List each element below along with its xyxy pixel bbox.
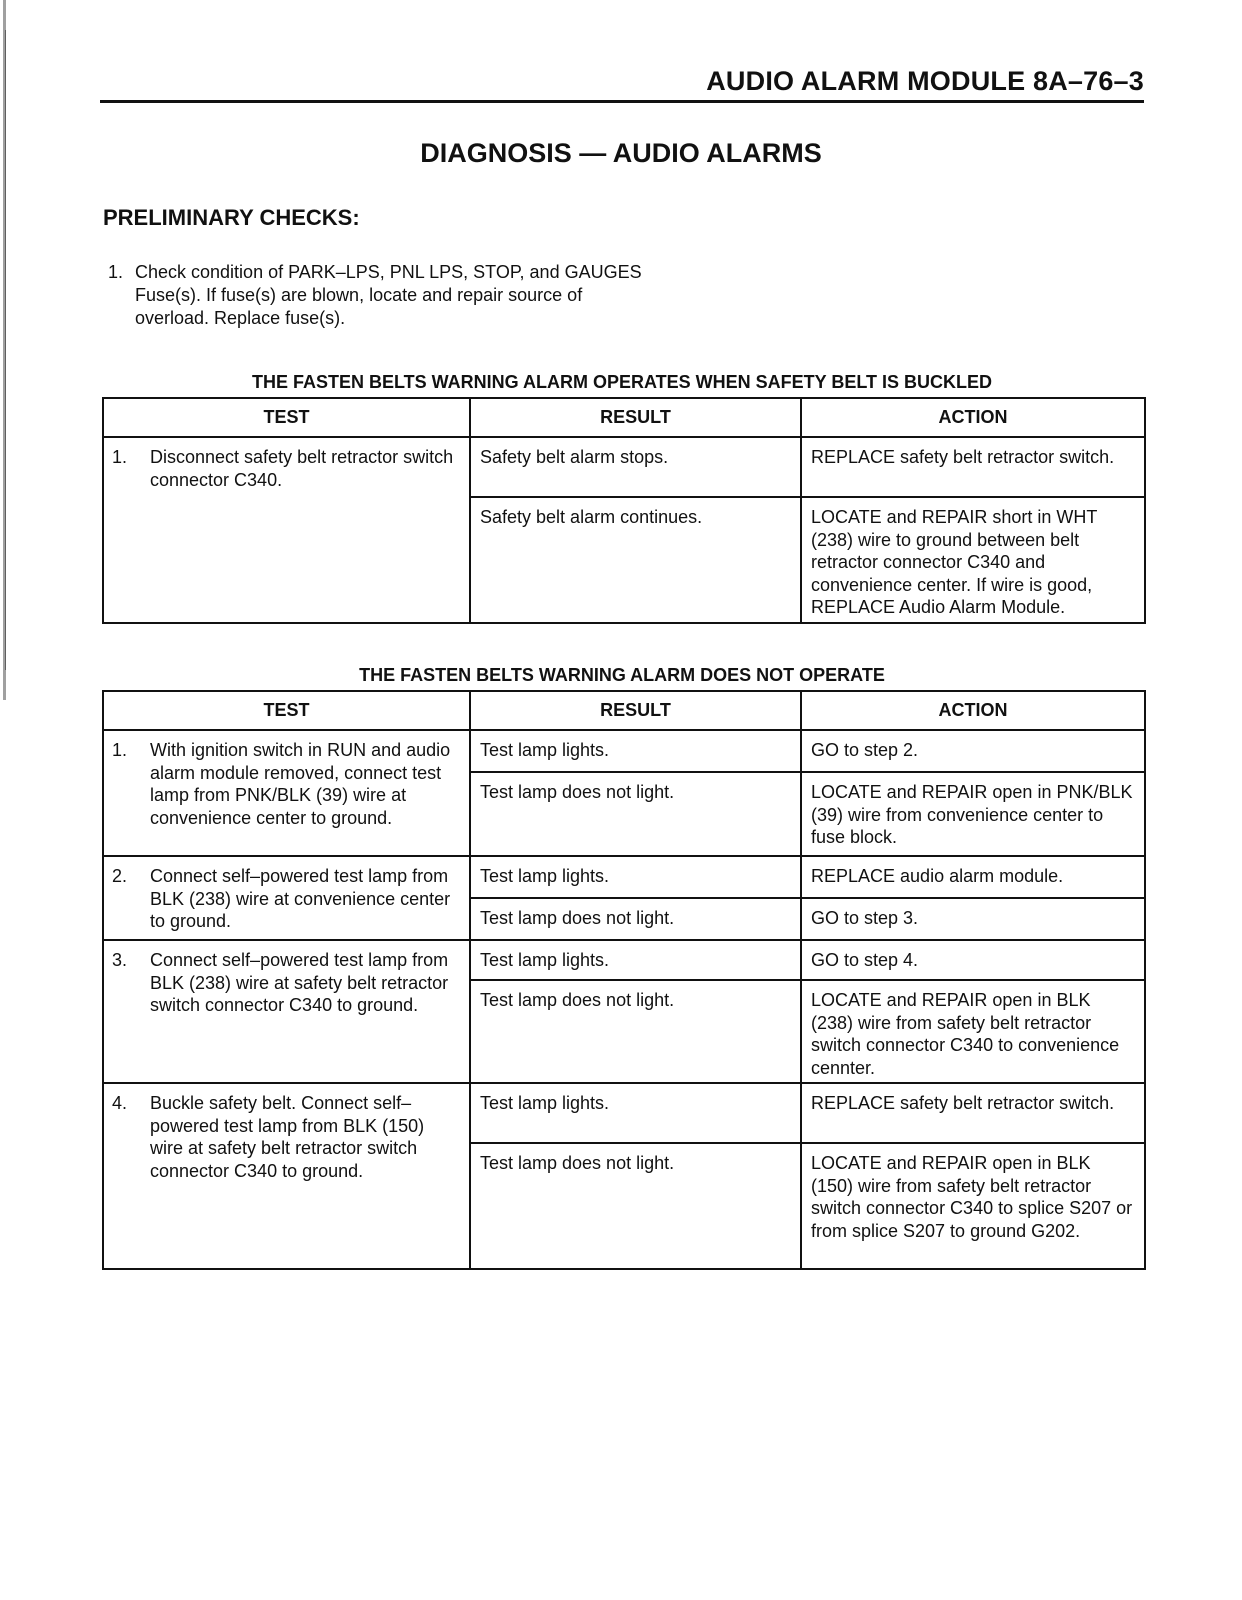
step-number: 1. [112,740,128,760]
action-cell: GO to step 3. [801,898,1145,940]
table1-diagnosis-table [102,397,1146,624]
item-number: 1. [108,262,124,282]
section-title: AUDIO ALARM MODULE 8A–76–3 [706,66,1144,96]
result-cell: Test lamp lights. [470,1083,801,1143]
result-cell: Test lamp lights. [470,730,801,772]
action-cell: REPLACE audio alarm module. [801,856,1145,898]
table2-diagnosis-table [102,690,1146,1270]
result-cell: Test lamp does not light. [470,1143,801,1269]
col-header-action: ACTION [801,691,1145,730]
page-title: DIAGNOSIS — AUDIO ALARMS [420,138,822,168]
result-cell: Test lamp lights. [470,940,801,980]
action-cell: LOCATE and REPAIR open in BLK (150) wire from safety belt retractor switch connector C340 to splice S207 or from splice S207 to ground G202. [801,1143,1145,1269]
test-text: Connect self–powered test lamp from BLK (238) wire at convenience center to ground. [150,866,451,931]
step-number: 1. [112,447,128,467]
preliminary-checks-heading: PRELIMINARY CHECKS: [103,205,360,230]
col-header-test: TEST [103,398,470,437]
result-cell: Test lamp lights. [470,856,801,898]
col-header-result: RESULT [470,398,801,437]
test-text: Disconnect safety belt retractor switch connector C340. [150,447,454,490]
step-number: 3. [112,950,128,970]
test-cell [103,856,470,940]
action-cell: REPLACE safety belt retractor switch. [801,1083,1145,1143]
result-cell: Test lamp does not light. [470,980,801,1083]
col-header-test: TEST [103,691,470,730]
action-cell: LOCATE and REPAIR short in WHT (238) wire to ground between belt retractor connector C340 and convenience center. If wire is good, REPLACE Audio Alarm Module. [801,497,1145,623]
test-cell [103,940,470,1083]
result-cell: Test lamp does not light. [470,772,801,856]
test-cell [103,730,470,856]
action-cell: LOCATE and REPAIR open in BLK (238) wire from safety belt retractor switch connector C340 to convenience cennter. [801,980,1145,1083]
result-cell: Safety belt alarm continues. [470,497,801,623]
action-cell: GO to step 4. [801,940,1145,980]
action-cell: REPLACE safety belt retractor switch. [801,437,1145,497]
action-cell: GO to step 2. [801,730,1145,772]
table-header-row [103,398,1145,437]
result-cell: Test lamp does not light. [470,898,801,940]
table-row [103,730,1145,772]
test-cell [103,437,470,623]
table-row [103,437,1145,497]
table1-title: THE FASTEN BELTS WARNING ALARM OPERATES WHEN SAFETY BELT IS BUCKLED [251,372,992,392]
step-number: 4. [112,1093,128,1113]
preliminary-check-item [108,261,648,330]
test-cell [103,1083,470,1269]
test-text: Connect self–powered test lamp from BLK (238) wire at safety belt retractor switch connector C340 to ground. [150,950,449,1015]
test-text: With ignition switch in RUN and audio alarm module removed, connect test lamp from PNK/BLK (39) wire at convenience center to ground. [150,740,451,828]
step-number: 2. [112,866,128,886]
table-row [103,1083,1145,1143]
page-edge-mark-inner [5,30,6,670]
col-header-result: RESULT [470,691,801,730]
col-header-action: ACTION [801,398,1145,437]
action-cell: LOCATE and REPAIR open in PNK/BLK (39) wire from convenience center to fuse block. [801,772,1145,856]
page-header [100,62,1144,103]
table2-title: THE FASTEN BELTS WARNING ALARM DOES NOT OPERATE [359,665,885,685]
item-text: Check condition of PARK–LPS, PNL LPS, STOP, and GAUGES Fuse(s). If fuse(s) are blown, locate and repair source of overload. Replace fuse(s). [135,262,642,328]
table-header-row [103,691,1145,730]
result-cell: Safety belt alarm stops. [470,437,801,497]
table-row [103,940,1145,980]
test-text: Buckle safety belt. Connect self–powered test lamp from BLK (150) wire at safety belt retractor switch connector C340 to ground. [150,1093,425,1181]
table-row [103,856,1145,898]
